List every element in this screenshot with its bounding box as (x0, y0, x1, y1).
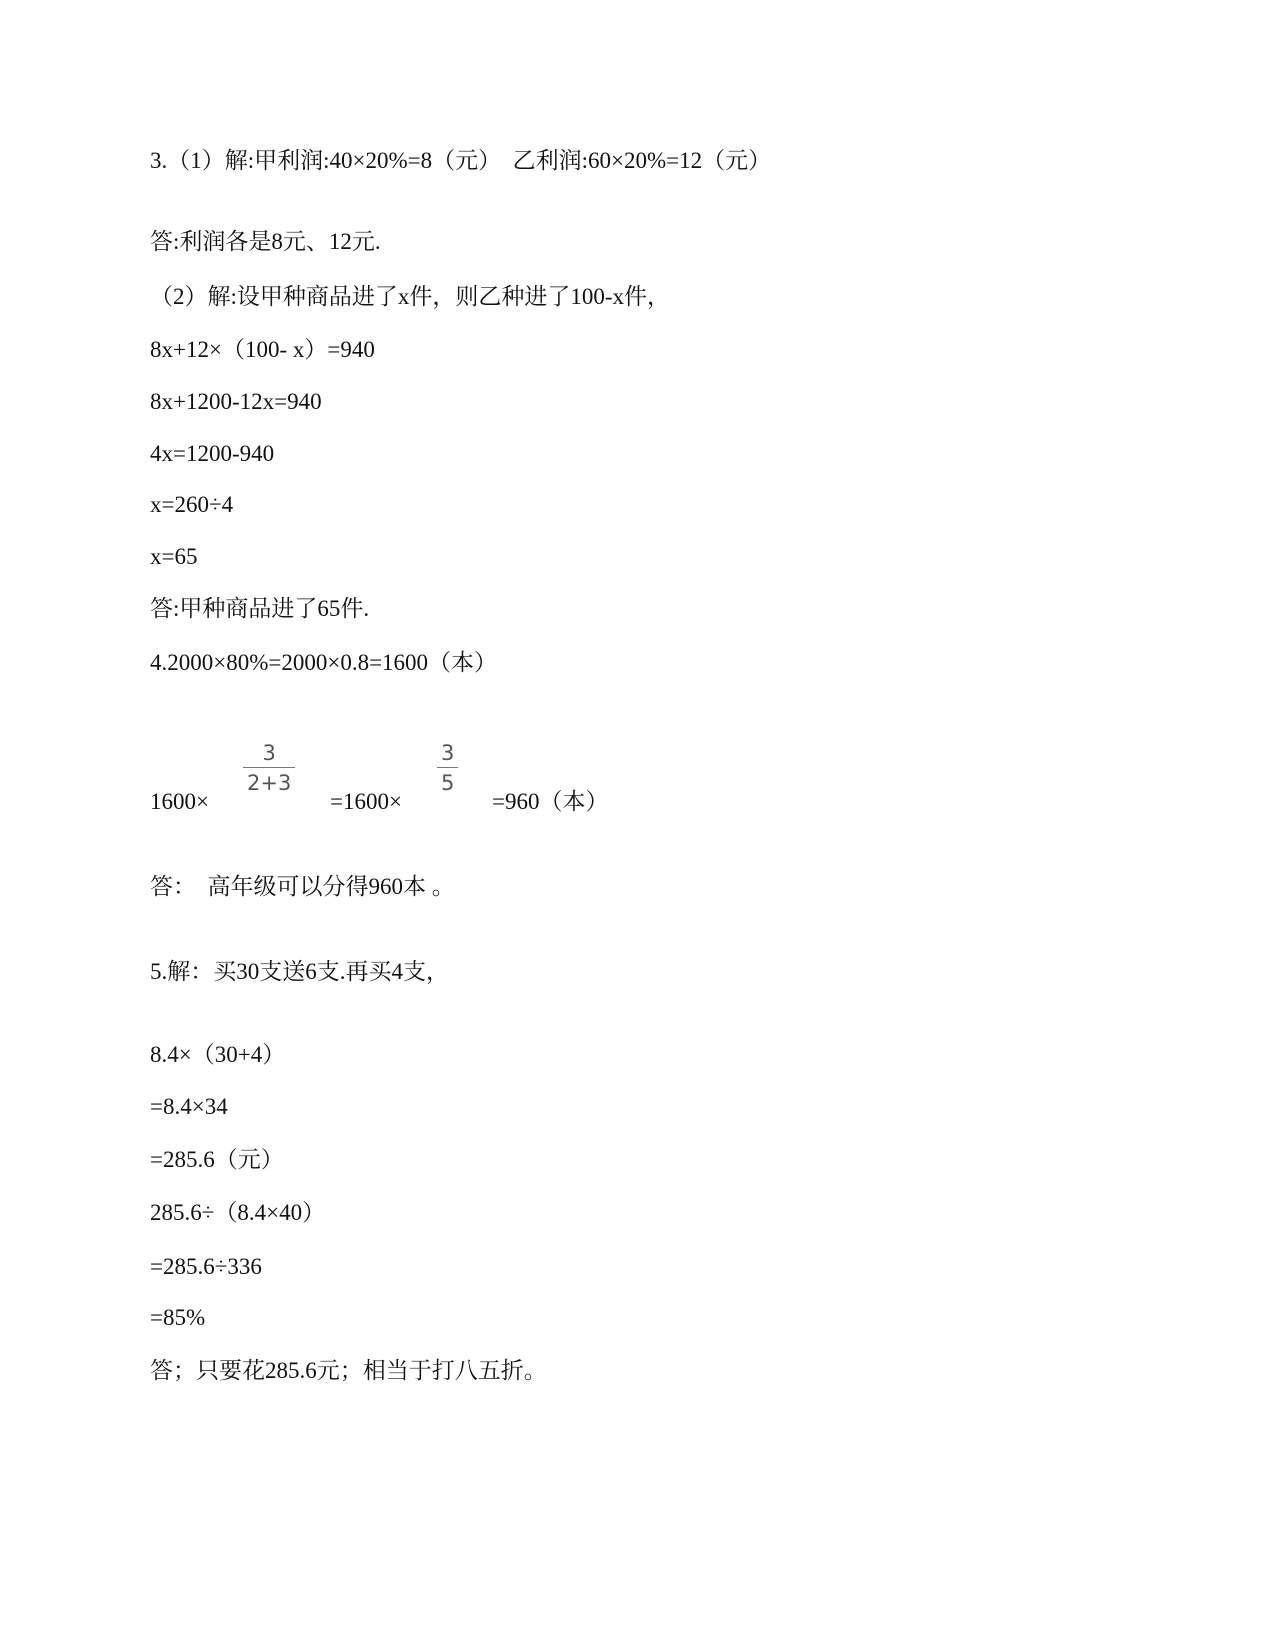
equation-line: =285.6÷336 (150, 1254, 262, 1279)
equation-line: 8x+12×（100- x）=940 (150, 337, 375, 362)
q5-answer: 答；只要花285.6元；相当于打八五折。 (150, 1358, 547, 1383)
q4-answer: 答： 高年级可以分得960本 。 (150, 874, 455, 899)
equation-line: =8.4×34 (150, 1094, 228, 1119)
q3-part1-solution: 3.（1）解:甲利润:40×20%=8（元） 乙利润:60×20%=12（元） (150, 148, 772, 173)
fraction-three-over-two-plus-three (243, 741, 295, 795)
q5-setup: 5.解：买30支送6支.再买4支， (150, 959, 449, 984)
fraction-denominator: 5 (441, 771, 455, 795)
fraction-numerator: 3 (441, 741, 455, 765)
equation-line: x=65 (150, 544, 198, 569)
fraction-bar (243, 767, 295, 768)
q4-fraction-step-middle: =1600× (330, 789, 402, 814)
equation-line: 4x=1200-940 (150, 441, 275, 466)
equation-line: 285.6÷（8.4×40） (150, 1200, 326, 1225)
equation-line: x=260÷4 (150, 492, 234, 517)
fraction-three-fifths (437, 741, 458, 795)
equation-line: 8.4×（30+4） (150, 1042, 286, 1067)
fraction-numerator: 3 (262, 741, 276, 765)
equation-line: =85% (150, 1305, 206, 1330)
fraction-denominator: 2+3 (247, 771, 292, 795)
q3-part2-setup: （2）解:设甲种商品进了x件，则乙种进了100-x件， (150, 284, 671, 309)
q4-solution: 4.2000×80%=2000×0.8=1600（本） (150, 650, 498, 675)
q4-fraction-step-result: =960（本） (492, 789, 609, 814)
q3-part1-answer: 答:利润各是8元、12元. (150, 229, 381, 254)
equation-line: =285.6（元） (150, 1147, 284, 1172)
fraction-bar (437, 767, 458, 768)
equation-line: 8x+1200-12x=940 (150, 389, 322, 414)
q4-fraction-step-start: 1600× (150, 789, 209, 814)
q3-part2-answer: 答:甲种商品进了65件. (150, 596, 370, 621)
